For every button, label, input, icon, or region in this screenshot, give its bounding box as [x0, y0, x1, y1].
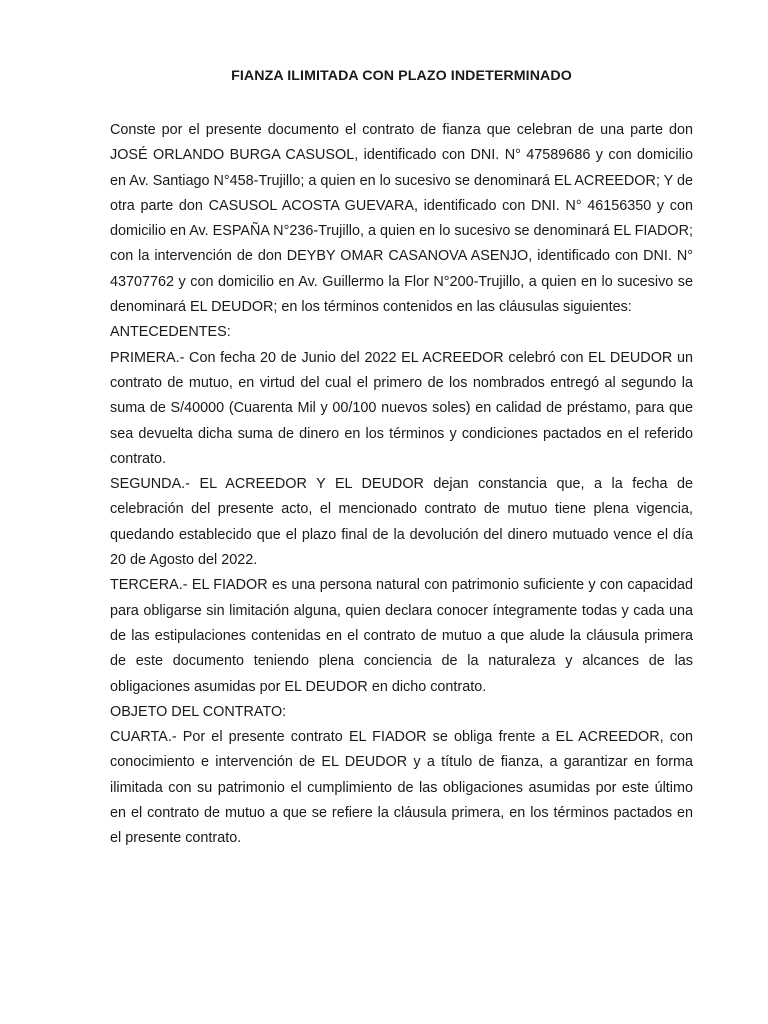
clause-segunda: SEGUNDA.- EL ACREEDOR Y EL DEUDOR dejan constancia que, a la fecha de celebración del presente acto, el mencionado contrato de mutuo tiene plena vigencia, quedando establecido que el plazo final de la devolución del dinero mutuado vence el día 20 de Agosto del 2022. — [110, 476, 693, 569]
section-heading-antecedentes: ANTECEDENTES: — [110, 324, 231, 341]
clause-tercera: TERCERA.- EL FIADOR es una persona natural con patrimonio suficiente y con capacidad para obligarse sin limitación alguna, quien declara conocer íntegramente todas y cada una de las estipulaciones contenidas en el contrato de mutuo a que alude la cláusula primera de este documento teniendo plena conciencia de la naturaleza y alcances de las obligaciones asumidas por EL DEUDOR en dicho contrato. — [110, 577, 693, 695]
clause-cuarta: CUARTA.- Por el presente contrato EL FIADOR se obliga frente a EL ACREEDOR, con conocimiento e intervención de EL DEUDOR y a título de fianza, a garantizar en forma ilimitada con su patrimonio el cumplimiento de las obligaciones asumidas por este último en el contrato de mutuo a que se refiere la cláusula primera, en los términos pactados en el presente contrato. — [110, 729, 693, 847]
document-title: FIANZA ILIMITADA CON PLAZO INDETERMINADO — [231, 68, 572, 84]
intro-paragraph: Conste por el presente documento el contrato de fianza que celebran de una parte don JOSÉ ORLANDO BURGA CASUSOL, identificado con DNI. N° 47589686 y con domicilio en Av. Santiago N°458-Trujillo; a quien en lo sucesivo se denominará EL ACREEDOR; Y de otra parte don CASUSOL ACOSTA GUEVARA, identificado con DNI. N° 46156350 y con domicilio en Av. ESPAÑA N°236-Trujillo, a quien en lo sucesivo se denominará EL FIADOR; con la intervención de don DEYBY OMAR CASANOVA ASENJO, identificado con DNI. N° 43707762 y con domicilio en Av. Guillermo la Flor N°200-Trujillo, a quien en lo sucesivo se denominará EL DEUDOR; en los términos contenidos en las cláusulas siguientes: — [110, 122, 693, 316]
section-heading-objeto: OBJETO DEL CONTRATO: — [110, 703, 287, 720]
clause-primera: PRIMERA.- Con fecha 20 de Junio del 2022 EL ACREEDOR celebró con EL DEUDOR un contrato de mutuo, en virtud del cual el primero de los nombrados entregó al segundo la suma de S/40000 (Cuarenta Mil y 00/100 nuevos soles) en calidad de préstamo, para que sea devuelta dicha suma de dinero en los términos y condiciones pactados en el referido contrato. — [110, 349, 693, 467]
document-page — [110, 66, 693, 852]
